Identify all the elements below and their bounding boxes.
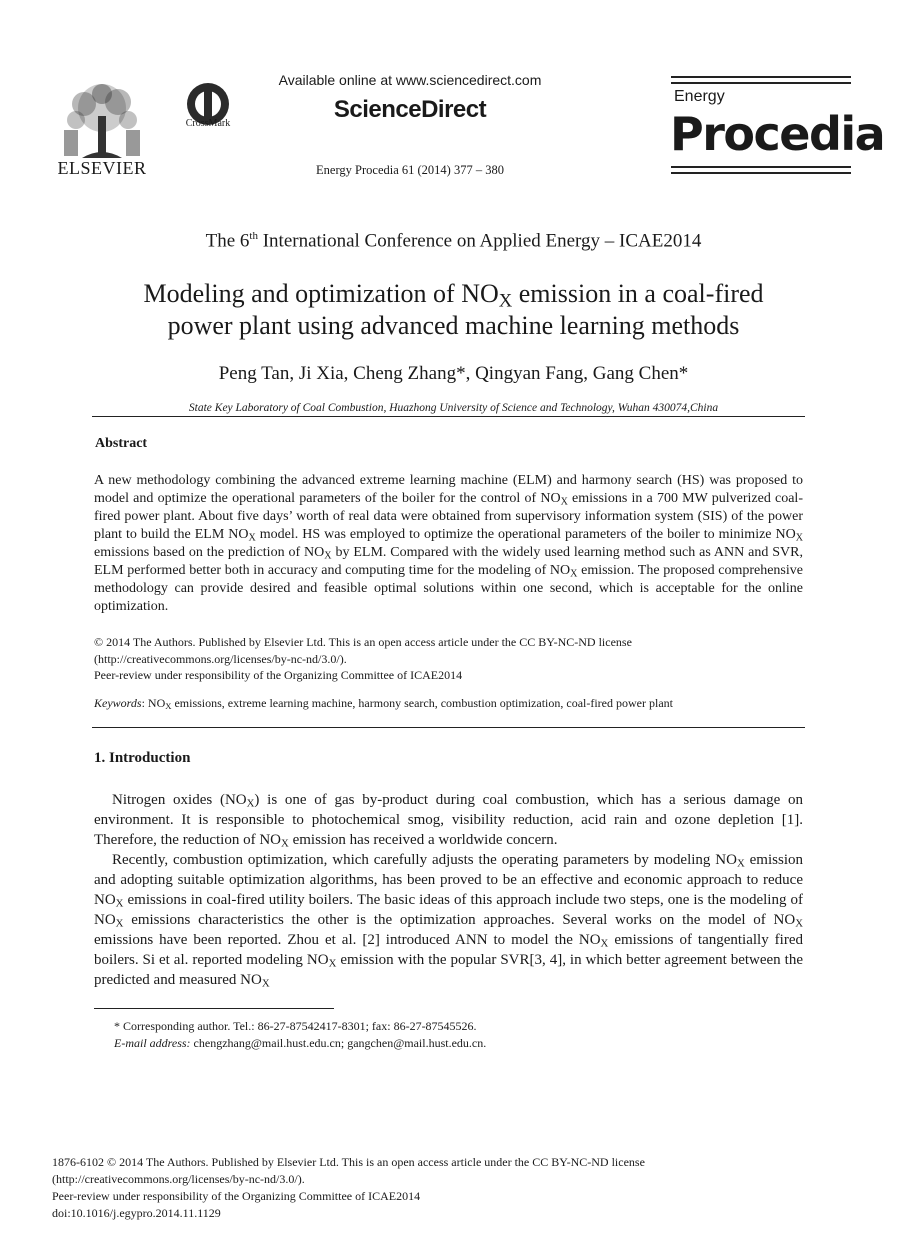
paper-title: Modeling and optimization of $NO_X$ emission in a coal-fired power plant using advanced machine learning methods <box>143 279 764 340</box>
journal-logo-rule <box>671 166 851 168</box>
section-rule <box>92 727 805 728</box>
license-block <box>94 634 803 684</box>
journal-logo-rule <box>671 82 851 84</box>
peer-review-statement: Peer-review under responsibility of the Organizing Committee of ICAE2014 <box>94 668 463 682</box>
paragraph: Nitrogen oxides $(NO_X)$ is one of gas by-product during coal combustion, which has a serious damage on environment. It is responsible to photochemical smog, visibility reduction, acid rain and ozone depletion [1]. Therefore, the reduction of $NO_X$ emission has received a worldwide concern. <box>94 792 803 850</box>
license-link[interactable]: (http://creativecommons.org/licenses/by-nc-nd/3.0/). <box>94 651 347 666</box>
abstract-heading: Abstract <box>95 436 148 451</box>
keywords: Keywords: $NO_X$ emissions, extreme learning machine, harmony search, combustion optimization, coal-fired power plant <box>94 696 673 712</box>
crossmark-label: CrossMark <box>185 118 231 129</box>
email-note: E-mail address: chengzhang@mail.hust.edu.cn; gangchen@mail.hust.edu.cn. <box>114 1036 487 1050</box>
available-online-link[interactable]: Available online at www.sciencedirect.com <box>278 72 542 88</box>
journal-name-procedia: Procedia <box>670 107 885 161</box>
conference-line: The 6th International Conference on Applied Energy – ICAE2014 <box>205 230 702 252</box>
section-rule <box>92 416 805 417</box>
sciencedirect-brand[interactable]: ScienceDirect <box>333 96 487 123</box>
journal-citation: Energy Procedia 61 (2014) 377 – 380 <box>316 163 504 177</box>
journal-name-energy: Energy <box>674 88 725 105</box>
journal-logo-rule <box>671 76 851 78</box>
page-footer <box>52 1154 812 1222</box>
abstract-text: A new methodology combining the advanced extreme learning machine (ELM) and harmony search (HS) was proposed to model and optimize the operational parameters of the boiler for the control of $NO_X$ emissions in a 700 MW pulverized coal-fired power plant. About five days’ worth of real data were obtained from supervisory information system (SIS) of the power plant to build the ELM $NO_X$ model. HS was employed to optimize the operational parameters of the boiler to minimize $NO_X$ emissions based on the prediction of $NO_X$ by ELM. Compared with the widely used learning method such as ANN and SVR, ELM performed better both in accuracy and computing time for the modeling of $NO_X$ emission. The proposed comprehensive methodology can provide desired and feasible optimal solutions within one second, which is acceptable for the online optimization. <box>94 473 803 614</box>
footnotes <box>114 1018 804 1052</box>
paragraph: Recently, combustion optimization, which carefully adjusts the operating parameters by modeling $NO_X$ emission and adopting suitable optimization algorithms, has been proved to be an effective and economic approach to reduce $NO_X$ emissions in coal-fired utility boilers. The basic ideas of this approach include two steps, one is the modeling of $NO_X$ emissions characteristics the other is the optimization approaches. Several works on the model of $NO_X$ emissions have been reported. Zhou et al. [2] introduced ANN to model the $NO_X$ emissions of tangentially fired boilers. Si et al. reported modeling $NO_X$ emission with the popular SVR[3, 4], in which better agreement between the predicted and measured $NO_X$ <box>94 852 803 990</box>
footer-license: 1876-6102 © 2014 The Authors. Published by Elsevier Ltd. This is an open access article under the CC BY-NC-ND license <box>52 1155 645 1169</box>
footer-peer-review: Peer-review under responsibility of the Organizing Committee of ICAE2014 <box>52 1189 421 1203</box>
publisher-wordmark: ELSEVIER <box>57 158 147 178</box>
introduction-heading: 1. Introduction <box>94 750 191 766</box>
author-list: Peng Tan, Ji Xia, Cheng Zhang*, Qingyan Fang, Gang Chen* <box>218 363 689 384</box>
footer-license-link[interactable]: (http://creativecommons.org/licenses/by-nc-nd/3.0/). <box>52 1172 305 1186</box>
footnote-rule <box>94 1008 334 1009</box>
doi[interactable]: doi:10.1016/j.egypro.2014.11.1129 <box>52 1206 221 1220</box>
journal-logo-rule <box>671 172 851 174</box>
introduction-text <box>94 790 803 990</box>
affiliation: State Key Laboratory of Coal Combustion, Huazhong University of Science and Technology, Wuhan 430074,China <box>188 402 719 414</box>
corresponding-author-note: * Corresponding author. Tel.: 86-27-87542417-8301; fax: 86-27-87545526. <box>114 1019 477 1033</box>
license-statement: © 2014 The Authors. Published by Elsevier Ltd. This is an open access article under the CC BY-NC-ND license <box>94 635 632 649</box>
